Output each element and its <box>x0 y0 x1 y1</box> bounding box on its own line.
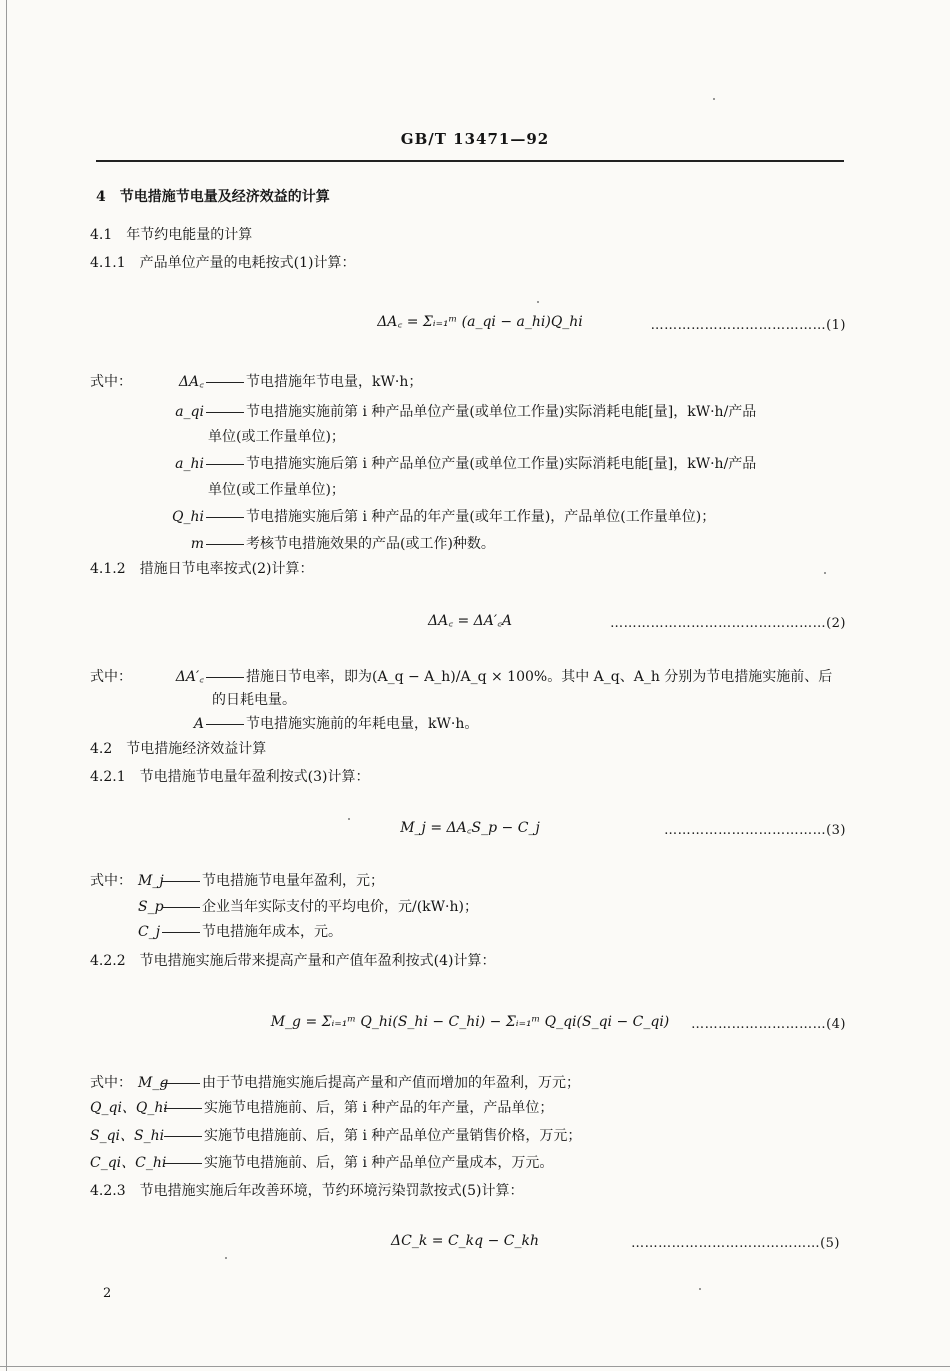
definition-symbol: C_j <box>138 924 161 940</box>
equation-number-2: …………………………………………(2) <box>610 616 846 631</box>
scan-speck <box>537 301 539 303</box>
definition-row <box>138 535 495 553</box>
equation-number-1: …………………………………(1) <box>650 318 846 333</box>
equation-number-5: ……………………………………(5) <box>631 1236 840 1251</box>
definition-text: 节电措施实施前的年耗电量，kW·h。 <box>246 716 479 732</box>
formula-5: ΔC_k = C_kq − C_kh <box>391 1233 539 1249</box>
definition-text: 节电措施实施后第 i 种产品单位产量(或单位工作量)实际消耗电能[量]，kW·h/产品 <box>246 456 757 472</box>
definition-row <box>138 455 756 473</box>
definition-row <box>138 508 715 526</box>
definition-symbol: a_qi <box>175 404 204 420</box>
definition-symbol: A <box>193 716 204 732</box>
where-label-3: 式中： <box>90 873 132 889</box>
section-4-2-2-title: 4.2.2 节电措施实施后带来提高产量和产值年盈利按式(4)计算： <box>90 953 496 969</box>
scan-speck <box>348 818 350 820</box>
definition-symbol: S_qi、S_hi <box>90 1128 165 1144</box>
where-label-2: 式中： <box>90 669 132 685</box>
formula-2: ΔA꜀ = ΔA′꜀A <box>427 613 513 629</box>
definition-continuation: 单位(或工作量单位)； <box>208 482 345 498</box>
where-label-1: 式中： <box>90 374 132 390</box>
definition-symbol: M_j <box>138 873 164 889</box>
definition-text: 节电措施年节电量，kW·h； <box>246 374 423 390</box>
definition-text: 实施节电措施前、后，第 i 种产品单位产量销售价格，万元； <box>204 1128 582 1144</box>
equation-number-4: …………………………(4) <box>691 1017 846 1032</box>
section-4-2-title: 4.2 节电措施经济效益计算 <box>90 741 267 757</box>
definition-text: 实施节电措施前、后，第 i 种产品单位产量成本，万元。 <box>204 1155 554 1171</box>
definition-row <box>138 898 478 916</box>
definition-row <box>138 668 832 686</box>
scan-speck <box>824 572 826 574</box>
section-4-title: 4 节电措施节电量及经济效益的计算 <box>96 189 330 205</box>
scan-speck <box>713 98 715 100</box>
definition-symbol: S_p <box>138 899 164 915</box>
page-edge-bottom <box>0 1366 950 1367</box>
section-4-1-2-title: 4.1.2 措施日节电率按式(2)计算： <box>90 561 314 577</box>
definition-symbol: a_hi <box>175 456 204 472</box>
definition-symbol: C_qi、C_hi <box>90 1155 167 1171</box>
section-4-2-1-title: 4.2.1 节电措施节电量年盈利按式(3)计算： <box>90 769 370 785</box>
definition-row <box>138 403 756 421</box>
section-4-1-title: 4.1 年节约电能量的计算 <box>90 227 253 243</box>
definition-row <box>138 872 384 890</box>
definition-continuation: 单位(或工作量单位)； <box>208 429 345 445</box>
definition-text: 实施节电措施前、后，第 i 种产品的年产量，产品单位； <box>204 1100 554 1116</box>
definition-text: 节电措施年成本，元。 <box>202 924 342 940</box>
equation-number-3: ………………………………(3) <box>664 823 846 838</box>
page-header: GB/T 13471—92 <box>400 130 550 148</box>
header-rule <box>96 160 844 162</box>
definition-row <box>138 923 342 941</box>
definition-row <box>90 1127 581 1145</box>
definition-symbol: Q_qi、Q_hi <box>90 1100 168 1116</box>
definition-symbol: m <box>190 536 204 552</box>
scan-speck <box>225 1257 227 1259</box>
definition-text: 考核节电措施效果的产品(或工作)种数。 <box>246 536 495 552</box>
definition-row <box>90 1099 553 1117</box>
page-number: 2 <box>103 1286 112 1301</box>
definition-symbol: Q_hi <box>172 509 204 525</box>
scan-speck <box>699 1288 701 1290</box>
definition-row <box>90 1154 553 1172</box>
formula-3: M_j = ΔA꜀S_p − C_j <box>400 820 540 836</box>
definition-symbol: ΔA′꜀ <box>175 669 204 685</box>
definition-continuation: 的日耗电量。 <box>212 692 296 708</box>
definition-row <box>138 373 422 391</box>
where-label-4: 式中： <box>90 1075 132 1091</box>
formula-4: M_g = Σᵢ₌₁ᵐ Q_hi(S_hi − C_hi) − Σᵢ₌₁ᵐ Q_qi(S_qi − C_qi) <box>270 1014 670 1030</box>
definition-text: 节电措施实施后第 i 种产品的年产量(或年工作量)，产品单位(工作量单位)； <box>246 509 716 525</box>
formula-1: ΔA꜀ = Σᵢ₌₁ᵐ (a_qi − a_hi)Q_hi <box>377 314 583 330</box>
definition-text: 企业当年实际支付的平均电价，元/(kW·h)； <box>202 899 478 915</box>
definition-row <box>138 1074 580 1092</box>
definition-text: 节电措施节电量年盈利，元； <box>202 873 384 889</box>
section-4-2-3-title: 4.2.3 节电措施实施后年改善环境，节约环境污染罚款按式(5)计算： <box>90 1183 524 1199</box>
section-4-1-1-title: 4.1.1 产品单位产量的电耗按式(1)计算： <box>90 255 356 271</box>
definition-symbol: M_g <box>138 1075 169 1091</box>
definition-text: 节电措施实施前第 i 种产品单位产量(或单位工作量)实际消耗电能[量]，kW·h/产品 <box>246 404 757 420</box>
definition-text: 由于节电措施实施后提高产量和产值而增加的年盈利，万元； <box>202 1075 580 1091</box>
definition-text: 措施日节电率，即为(A_q − A_h)/A_q × 100%。其中 A_q、A_h 分别为节电措施实施前、后 <box>246 669 833 685</box>
definition-row <box>138 715 478 733</box>
definition-symbol: ΔA꜀ <box>178 374 204 390</box>
page-edge-left <box>6 0 7 1371</box>
